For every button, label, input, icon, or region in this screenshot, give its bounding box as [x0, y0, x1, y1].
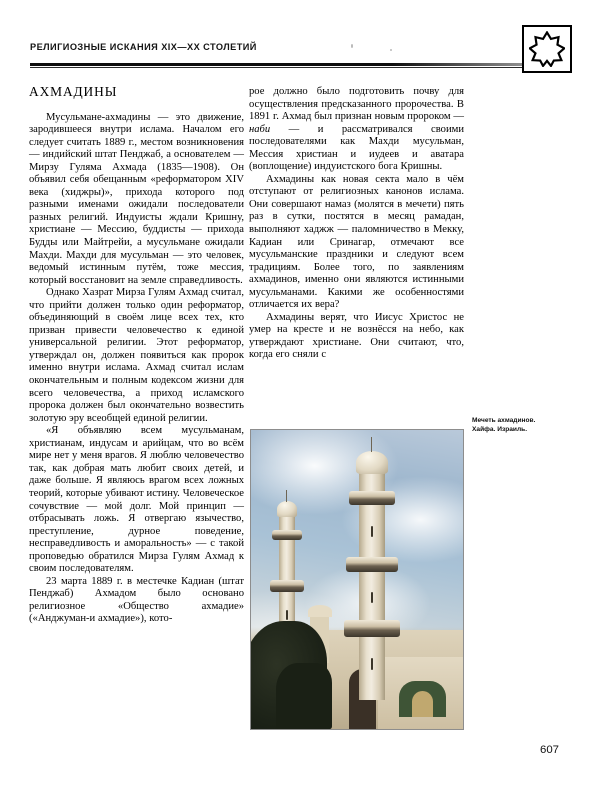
scan-speck: [390, 49, 392, 51]
photo-minaret-balcony: [270, 580, 304, 592]
term-nabi: наби: [249, 123, 271, 135]
photo-minaret-balcony: [344, 620, 400, 637]
photo-minaret-dome: [277, 501, 297, 517]
photo-caption: [472, 416, 592, 435]
nine-pointed-star-icon: [522, 25, 572, 73]
paragraph: 23 марта 1889 г. в местечке Кадиан (штат Пенджаб) Ахмадом было основано религиозное «Общество ахмадие» («Анджуман-и ахмадие»), кото-: [29, 575, 244, 625]
paragraph: Ахмадины верят, что Иисус Христос не умер на кресте и не вознёсся на небо, как утверждают христиане. Они считают, что, когда его сняли с: [249, 311, 464, 361]
photo-caption-line-1: Мечеть ахмадинов.: [472, 417, 536, 424]
paragraph: Мусульмане-ахмадины — это движение, зародившееся внутри ислама. Началом его следует считать 1889 г., местом возникновения — индийский штат Пенджаб, а основателем — Мирзу Гуляма Ахмада (1835—1908). Он объявил себя обещанным «реформатором XIV века (хиджры)», прихода которого под разными именами ожидали последователи разных религий. Индуисты ждали Кришну, христиане — Мессию, буддисты — прихода Будды или Майтрейи, а мусульмане ожидали Махди. Махди для мусульман — это человек, ведомый истинным путём, тоже мессия, который восстановит на земле справедливость.: [29, 111, 244, 286]
photo-minaret-spire: [371, 437, 372, 452]
photo-minaret-balcony: [349, 491, 395, 505]
paragraph: «Я объявляю всем мусульманам, христианам, индусам и арийцам, что во всём мире нет у меня врагов. Я люблю человечество так, как добрая мать любит своих детей, и даже больше. Я являюсь врагом всех ложных теорий, которые убивают истину. Человеческое сочувствие — мой долг. Мой принцип — отбрасывать ложь. Я отвергаю язычество, преступление, дурное поведение, несправедливость и аморальность» — с такой проповедью обратился Мирза Гулям Ахмад к своим последователям.: [29, 425, 244, 575]
photo-minaret-window: [286, 610, 288, 620]
photo-minaret-right: [359, 470, 385, 700]
running-head-text: РЕЛИГИОЗНЫЕ ИСКАНИЯ XIX—XX СТОЛЕТИЙ: [30, 42, 257, 52]
photo-content: [251, 430, 463, 729]
page-number: 607: [540, 744, 560, 756]
photo-green-arch: [399, 681, 446, 717]
photo-minaret-dome: [356, 451, 388, 474]
right-text-column: [249, 86, 464, 362]
photo-minaret-balcony: [346, 557, 398, 572]
header-rule: [30, 63, 533, 66]
photo-minaret-balcony: [272, 530, 302, 540]
page-title: АХМАДИНЫ: [29, 84, 118, 99]
scan-speck: [351, 44, 353, 48]
paragraph: Однако Хазрат Мирза Гулям Ахмад считал, что прийти должен только один реформатор, объединяющий в своём лице всех тех, кто призван привести человечество к единой универсальной религии. Этот реформатор, утверждал он, должен появиться как пророк именно внутри ислама. Ахмад считал ислам окончательным и полным кодексом жизни для всего человечества, а приход исламского пророка должен был окончательно возвестить золотую эру всеобщей единой религии.: [29, 287, 244, 424]
header-rule-thin: [30, 67, 533, 68]
photo-foliage-secondary: [276, 663, 331, 729]
paragraph-tail: — и рассматривался своими последователями как Махди мусульман, Мессия христиан и иудеев и аватара (воплощение) индуистского бога Кришны.: [249, 123, 464, 173]
photo-minaret-window: [371, 592, 373, 603]
paragraph-lead: рое должно было подготовить почву для осуществления предсказанного пророчества. В 1891 г. Ахмад был признан новым пророком —: [249, 86, 464, 123]
paragraph: Ахмадины как новая секта мало в чём отступают от религиозных канонов ислама. Они совершают намаз (молятся в мечети) пять раз в сутки, постятся в месяц рамадан, выполняют хаджж — паломничество в Мекку, Кадиан или Сринагар, отмечают все мусульманские праздники и следуют всем традициям. Более того, по заявлениям ахмадинов, именно они являются истинными мусульманами. Какими же особенностями отличается их вера?: [249, 173, 464, 311]
photo-minaret-window: [371, 526, 373, 537]
running-head: [30, 42, 530, 52]
photo-caption-line-2: Хайфа. Израиль.: [472, 426, 528, 434]
paragraph-continuation: [249, 86, 464, 174]
mosque-photograph: [250, 429, 464, 730]
photo-minaret-window: [371, 658, 373, 670]
photo-minaret-spire: [286, 490, 287, 502]
left-text-column: [29, 86, 244, 626]
